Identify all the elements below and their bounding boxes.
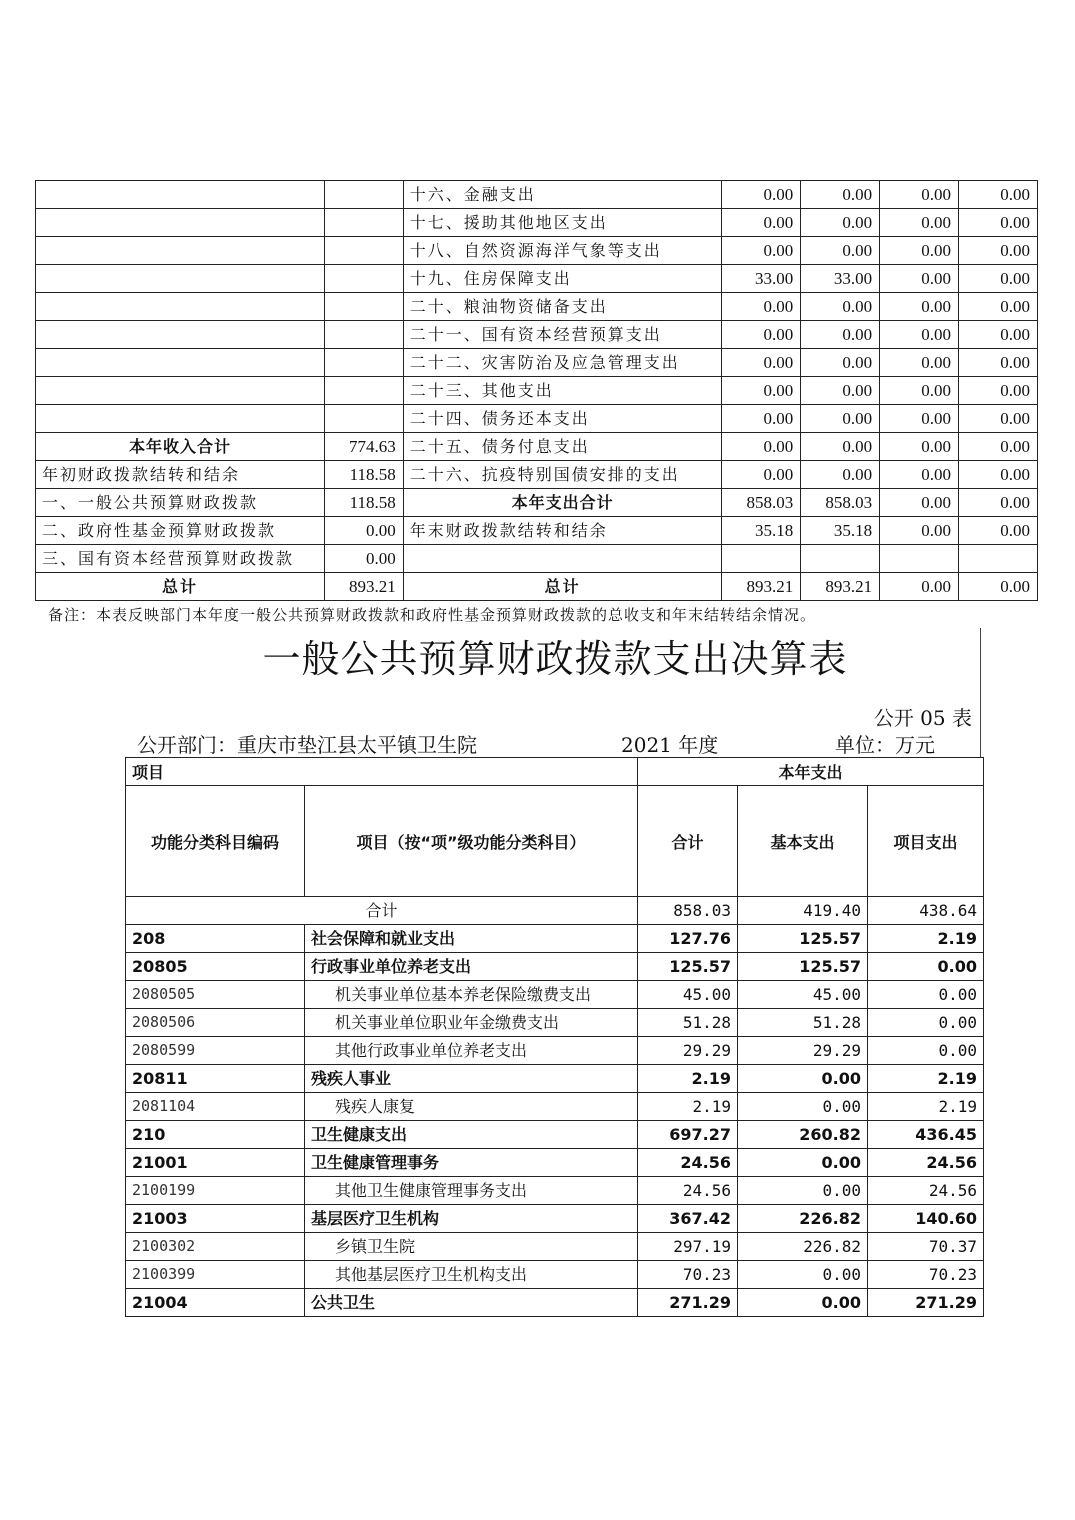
amount-program: 70.23 bbox=[868, 1261, 984, 1289]
amount-total: 29.29 bbox=[638, 1037, 738, 1065]
summary-row bbox=[36, 209, 1038, 237]
subject-code: 210 bbox=[126, 1121, 305, 1149]
expenditure-item-label: 二十六、抗疫特别国债安排的支出 bbox=[403, 461, 722, 489]
expenditure-col-2: 0.00 bbox=[801, 237, 880, 265]
header-project: 项目 bbox=[126, 758, 638, 786]
total-amount: 858.03 bbox=[638, 897, 738, 925]
expenditure-col-2: 0.00 bbox=[801, 377, 880, 405]
amount-program: 0.00 bbox=[868, 1009, 984, 1037]
expenditure-item-label: 二十、粮油物资储备支出 bbox=[403, 293, 722, 321]
amount-basic: 125.57 bbox=[738, 953, 868, 981]
expenditure-item-label: 二十三、其他支出 bbox=[403, 377, 722, 405]
subject-code: 20805 bbox=[126, 953, 305, 981]
expenditure-col-4: 0.00 bbox=[959, 405, 1038, 433]
amount-basic: 125.57 bbox=[738, 925, 868, 953]
expenditure-col-3: 0.00 bbox=[880, 517, 959, 545]
expenditure-col-2: 0.00 bbox=[801, 209, 880, 237]
expenditure-col-2: 35.18 bbox=[801, 517, 880, 545]
expenditure-col-4: 0.00 bbox=[959, 181, 1038, 209]
income-item-label: 一、一般公共预算财政拨款 bbox=[36, 489, 325, 517]
expenditure-col-2: 893.21 bbox=[801, 573, 880, 601]
table-row bbox=[126, 1009, 984, 1037]
subject-name: 机关事业单位基本养老保险缴费支出 bbox=[305, 981, 638, 1009]
expenditure-item-label: 二十五、债务付息支出 bbox=[403, 433, 722, 461]
expenditure-col-3: 0.00 bbox=[880, 461, 959, 489]
income-item-label bbox=[36, 209, 325, 237]
report-title: 一般公共预算财政拨款支出决算表 bbox=[262, 637, 848, 681]
summary-row bbox=[36, 181, 1038, 209]
subject-name: 残疾人康复 bbox=[305, 1093, 638, 1121]
total-program: 438.64 bbox=[868, 897, 984, 925]
expenditure-item-label: 总计 bbox=[403, 573, 722, 601]
amount-total: 271.29 bbox=[638, 1289, 738, 1317]
expenditure-col-4: 0.00 bbox=[959, 489, 1038, 517]
income-item-label bbox=[36, 265, 325, 293]
income-item-value bbox=[324, 181, 403, 209]
expenditure-table-body bbox=[126, 897, 984, 1317]
expenditure-col-4: 0.00 bbox=[959, 293, 1038, 321]
expenditure-item-label: 十九、住房保障支出 bbox=[403, 265, 722, 293]
expenditure-item-label: 二十二、灾害防治及应急管理支出 bbox=[403, 349, 722, 377]
total-basic: 419.40 bbox=[738, 897, 868, 925]
subject-code: 2080599 bbox=[126, 1037, 305, 1065]
subject-name: 行政事业单位养老支出 bbox=[305, 953, 638, 981]
expenditure-col-2: 0.00 bbox=[801, 405, 880, 433]
summary-table-body bbox=[36, 181, 1038, 601]
expenditure-col-2: 33.00 bbox=[801, 265, 880, 293]
subject-name: 卫生健康支出 bbox=[305, 1121, 638, 1149]
expenditure-total: 0.00 bbox=[722, 433, 801, 461]
expenditure-total: 0.00 bbox=[722, 349, 801, 377]
subject-code: 21003 bbox=[126, 1205, 305, 1233]
subject-name: 其他基层医疗卫生机构支出 bbox=[305, 1261, 638, 1289]
table-row bbox=[126, 1177, 984, 1205]
header-name: 项目（按“项”级功能分类科目） bbox=[305, 786, 638, 897]
amount-total: 367.42 bbox=[638, 1205, 738, 1233]
income-item-label: 总计 bbox=[36, 573, 325, 601]
expenditure-total: 33.00 bbox=[722, 265, 801, 293]
summary-row bbox=[36, 461, 1038, 489]
expenditure-item-label: 本年支出合计 bbox=[403, 489, 722, 517]
amount-basic: 260.82 bbox=[738, 1121, 868, 1149]
summary-row bbox=[36, 321, 1038, 349]
expenditure-total: 893.21 bbox=[722, 573, 801, 601]
expenditure-col-3: 0.00 bbox=[880, 489, 959, 517]
expenditure-col-3 bbox=[880, 545, 959, 573]
amount-total: 70.23 bbox=[638, 1261, 738, 1289]
subject-code: 2100399 bbox=[126, 1261, 305, 1289]
table-row bbox=[126, 953, 984, 981]
amount-program: 0.00 bbox=[868, 1037, 984, 1065]
subject-code: 2081104 bbox=[126, 1093, 305, 1121]
subject-code: 2100199 bbox=[126, 1177, 305, 1205]
amount-basic: 0.00 bbox=[738, 1093, 868, 1121]
income-item-value: 774.63 bbox=[324, 433, 403, 461]
expenditure-col-2: 0.00 bbox=[801, 433, 880, 461]
expenditure-total: 0.00 bbox=[722, 377, 801, 405]
amount-basic: 0.00 bbox=[738, 1149, 868, 1177]
summary-row bbox=[36, 349, 1038, 377]
expenditure-item-label: 二十四、债务还本支出 bbox=[403, 405, 722, 433]
expenditure-total: 0.00 bbox=[722, 181, 801, 209]
income-item-value bbox=[324, 405, 403, 433]
table-row bbox=[126, 1289, 984, 1317]
subject-code: 208 bbox=[126, 925, 305, 953]
amount-basic: 226.82 bbox=[738, 1233, 868, 1261]
table-row bbox=[126, 1205, 984, 1233]
income-item-label: 年初财政拨款结转和结余 bbox=[36, 461, 325, 489]
expenditure-col-2: 0.00 bbox=[801, 461, 880, 489]
summary-row bbox=[36, 237, 1038, 265]
summary-row bbox=[36, 573, 1038, 601]
expenditure-col-3: 0.00 bbox=[880, 265, 959, 293]
income-item-label bbox=[36, 377, 325, 405]
amount-total: 127.76 bbox=[638, 925, 738, 953]
amount-basic: 29.29 bbox=[738, 1037, 868, 1065]
income-item-value bbox=[324, 321, 403, 349]
income-item-value bbox=[324, 265, 403, 293]
expenditure-col-4: 0.00 bbox=[959, 265, 1038, 293]
income-item-label: 二、政府性基金预算财政拨款 bbox=[36, 517, 325, 545]
header-program: 项目支出 bbox=[868, 786, 984, 897]
amount-total: 24.56 bbox=[638, 1149, 738, 1177]
amount-total: 2.19 bbox=[638, 1065, 738, 1093]
header-basic: 基本支出 bbox=[738, 786, 868, 897]
income-item-label: 本年收入合计 bbox=[36, 433, 325, 461]
expenditure-total: 0.00 bbox=[722, 321, 801, 349]
amount-total: 45.00 bbox=[638, 981, 738, 1009]
income-item-label bbox=[36, 405, 325, 433]
subject-code: 21004 bbox=[126, 1289, 305, 1317]
header-total: 合计 bbox=[638, 786, 738, 897]
income-item-label bbox=[36, 293, 325, 321]
expenditure-col-2: 0.00 bbox=[801, 181, 880, 209]
subject-name: 公共卫生 bbox=[305, 1289, 638, 1317]
subject-code: 21001 bbox=[126, 1149, 305, 1177]
income-item-value: 118.58 bbox=[324, 489, 403, 517]
department-label: 公开部门：重庆市垫江县太平镇卫生院 bbox=[137, 733, 477, 757]
expenditure-col-3: 0.00 bbox=[880, 349, 959, 377]
amount-basic: 226.82 bbox=[738, 1205, 868, 1233]
expenditure-total: 0.00 bbox=[722, 209, 801, 237]
expenditure-col-4: 0.00 bbox=[959, 209, 1038, 237]
expenditure-total: 35.18 bbox=[722, 517, 801, 545]
expenditure-col-4: 0.00 bbox=[959, 321, 1038, 349]
income-item-label bbox=[36, 349, 325, 377]
amount-program: 24.56 bbox=[868, 1149, 984, 1177]
summary-row bbox=[36, 377, 1038, 405]
summary-row bbox=[36, 545, 1038, 573]
expenditure-col-3: 0.00 bbox=[880, 377, 959, 405]
expenditure-col-2: 0.00 bbox=[801, 321, 880, 349]
income-item-value bbox=[324, 237, 403, 265]
subject-name: 卫生健康管理事务 bbox=[305, 1149, 638, 1177]
subject-name: 其他卫生健康管理事务支出 bbox=[305, 1177, 638, 1205]
expenditure-col-2: 858.03 bbox=[801, 489, 880, 517]
amount-basic: 0.00 bbox=[738, 1289, 868, 1317]
summary-row bbox=[36, 293, 1038, 321]
subject-name: 其他行政事业单位养老支出 bbox=[305, 1037, 638, 1065]
amount-total: 2.19 bbox=[638, 1093, 738, 1121]
expenditure-col-4: 0.00 bbox=[959, 517, 1038, 545]
amount-total: 24.56 bbox=[638, 1177, 738, 1205]
header-current-year: 本年支出 bbox=[638, 758, 984, 786]
summary-row bbox=[36, 433, 1038, 461]
form-number: 公开 05 表 bbox=[873, 706, 972, 730]
amount-basic: 51.28 bbox=[738, 1009, 868, 1037]
table-row bbox=[126, 1233, 984, 1261]
summary-row bbox=[36, 489, 1038, 517]
expenditure-total: 0.00 bbox=[722, 461, 801, 489]
income-item-value: 0.00 bbox=[324, 545, 403, 573]
income-item-label: 三、国有资本经营预算财政拨款 bbox=[36, 545, 325, 573]
total-row bbox=[126, 897, 984, 925]
subject-name: 基层医疗卫生机构 bbox=[305, 1205, 638, 1233]
expenditure-col-3: 0.00 bbox=[880, 405, 959, 433]
table-row bbox=[126, 1065, 984, 1093]
expenditure-col-4: 0.00 bbox=[959, 573, 1038, 601]
expenditure-col-4: 0.00 bbox=[959, 433, 1038, 461]
subject-code: 2080506 bbox=[126, 1009, 305, 1037]
table-row bbox=[126, 981, 984, 1009]
subject-name: 乡镇卫生院 bbox=[305, 1233, 638, 1261]
subject-code: 2080505 bbox=[126, 981, 305, 1009]
unit-label: 单位：万元 bbox=[835, 733, 935, 757]
income-item-value bbox=[324, 377, 403, 405]
income-item-label bbox=[36, 181, 325, 209]
summary-row bbox=[36, 265, 1038, 293]
expenditure-col-4: 0.00 bbox=[959, 349, 1038, 377]
subject-name: 残疾人事业 bbox=[305, 1065, 638, 1093]
expenditure-col-2: 0.00 bbox=[801, 349, 880, 377]
amount-program: 0.00 bbox=[868, 981, 984, 1009]
amount-total: 51.28 bbox=[638, 1009, 738, 1037]
expenditure-col-4: 0.00 bbox=[959, 237, 1038, 265]
income-item-value bbox=[324, 349, 403, 377]
income-item-value bbox=[324, 209, 403, 237]
total-label: 合计 bbox=[126, 897, 638, 925]
expenditure-item-label: 十七、援助其他地区支出 bbox=[403, 209, 722, 237]
income-item-value: 893.21 bbox=[324, 573, 403, 601]
amount-program: 0.00 bbox=[868, 953, 984, 981]
expenditure-total: 0.00 bbox=[722, 405, 801, 433]
expenditure-item-label: 十八、自然资源海洋气象等支出 bbox=[403, 237, 722, 265]
expenditure-item-label bbox=[403, 545, 722, 573]
amount-basic: 0.00 bbox=[738, 1261, 868, 1289]
expenditure-col-4 bbox=[959, 545, 1038, 573]
income-expenditure-summary-table bbox=[35, 180, 1038, 601]
income-item-label bbox=[36, 321, 325, 349]
expenditure-col-3: 0.00 bbox=[880, 321, 959, 349]
subject-code: 20811 bbox=[126, 1065, 305, 1093]
table-note: 备注：本表反映部门本年度一般公共预算财政拨款和政府性基金预算财政拨款的总收支和年末结转结余情况。 bbox=[48, 606, 817, 624]
expenditure-total: 858.03 bbox=[722, 489, 801, 517]
expenditure-total bbox=[722, 545, 801, 573]
income-item-value bbox=[324, 293, 403, 321]
expenditure-col-3: 0.00 bbox=[880, 293, 959, 321]
expenditure-col-4: 0.00 bbox=[959, 461, 1038, 489]
income-item-value: 118.58 bbox=[324, 461, 403, 489]
amount-program: 70.37 bbox=[868, 1233, 984, 1261]
amount-program: 2.19 bbox=[868, 925, 984, 953]
subject-code: 2100302 bbox=[126, 1233, 305, 1261]
amount-program: 271.29 bbox=[868, 1289, 984, 1317]
expenditure-col-3: 0.00 bbox=[880, 573, 959, 601]
income-item-label bbox=[36, 237, 325, 265]
amount-program: 436.45 bbox=[868, 1121, 984, 1149]
table-row bbox=[126, 925, 984, 953]
expenditure-col-2 bbox=[801, 545, 880, 573]
expenditure-total: 0.00 bbox=[722, 293, 801, 321]
expenditure-item-label: 年末财政拨款结转和结余 bbox=[403, 517, 722, 545]
amount-total: 297.19 bbox=[638, 1233, 738, 1261]
expenditure-item-label: 十六、金融支出 bbox=[403, 181, 722, 209]
amount-basic: 45.00 bbox=[738, 981, 868, 1009]
amount-basic: 0.00 bbox=[738, 1177, 868, 1205]
amount-total: 125.57 bbox=[638, 953, 738, 981]
subject-name: 社会保障和就业支出 bbox=[305, 925, 638, 953]
amount-program: 140.60 bbox=[868, 1205, 984, 1233]
expenditure-item-label: 二十一、国有资本经营预算支出 bbox=[403, 321, 722, 349]
expenditure-col-2: 0.00 bbox=[801, 293, 880, 321]
income-item-value: 0.00 bbox=[324, 517, 403, 545]
amount-program: 2.19 bbox=[868, 1093, 984, 1121]
fiscal-year: 2021 年度 bbox=[621, 733, 719, 757]
amount-total: 697.27 bbox=[638, 1121, 738, 1149]
expenditure-col-3: 0.00 bbox=[880, 209, 959, 237]
header-code: 功能分类科目编码 bbox=[126, 786, 305, 897]
table-row bbox=[126, 1121, 984, 1149]
table-row bbox=[126, 1261, 984, 1289]
expenditure-col-4: 0.00 bbox=[959, 377, 1038, 405]
subject-name: 机关事业单位职业年金缴费支出 bbox=[305, 1009, 638, 1037]
table-row bbox=[126, 1037, 984, 1065]
amount-basic: 0.00 bbox=[738, 1065, 868, 1093]
summary-row bbox=[36, 517, 1038, 545]
expenditure-final-accounts-table bbox=[125, 757, 984, 1317]
amount-program: 2.19 bbox=[868, 1065, 984, 1093]
expenditure-total: 0.00 bbox=[722, 237, 801, 265]
amount-program: 24.56 bbox=[868, 1177, 984, 1205]
expenditure-col-3: 0.00 bbox=[880, 237, 959, 265]
report-meta bbox=[137, 729, 947, 755]
table-row bbox=[126, 1149, 984, 1177]
table-row bbox=[126, 1093, 984, 1121]
expenditure-col-3: 0.00 bbox=[880, 433, 959, 461]
summary-row bbox=[36, 405, 1038, 433]
expenditure-col-3: 0.00 bbox=[880, 181, 959, 209]
